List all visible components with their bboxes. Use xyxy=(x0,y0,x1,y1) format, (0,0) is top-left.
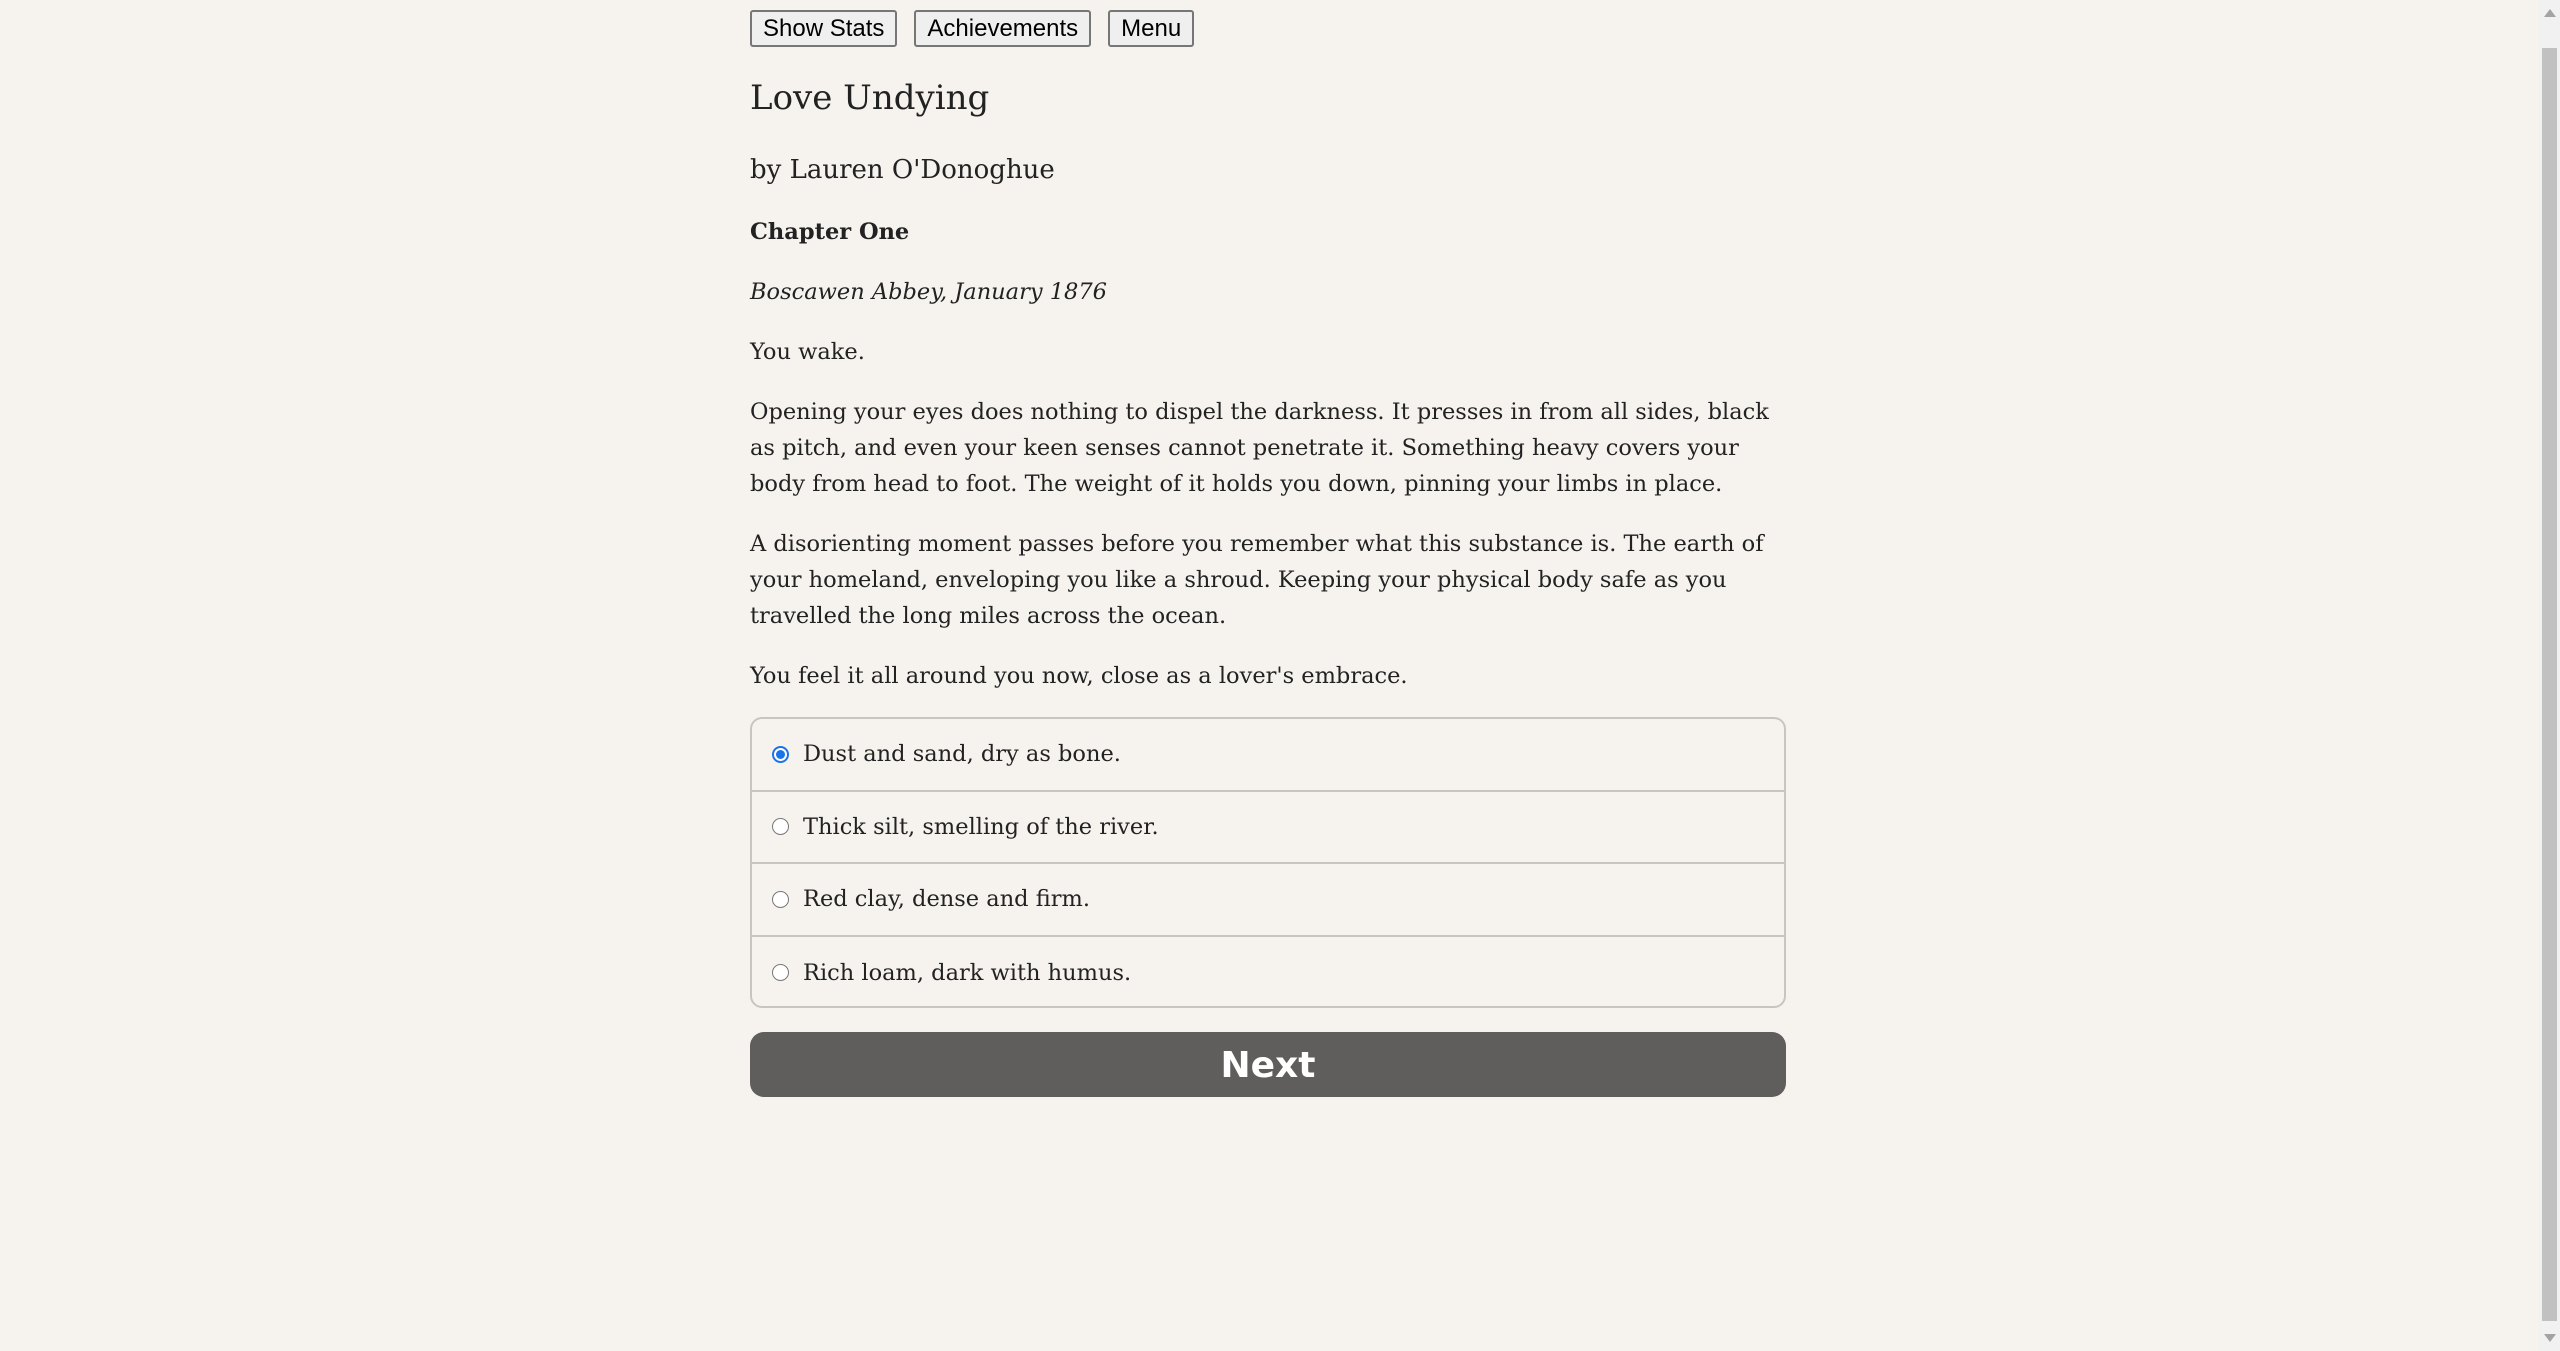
achievements-button[interactable]: Achievements xyxy=(914,10,1091,47)
radio-button[interactable] xyxy=(772,818,789,835)
story-paragraph: You feel it all around you now, close as a lover's embrace. xyxy=(750,663,1408,689)
choice-list xyxy=(750,717,1786,1008)
chapter-heading: Chapter One xyxy=(750,219,910,245)
vertical-scrollbar[interactable] xyxy=(2539,0,2560,1351)
choice-option[interactable] xyxy=(752,719,1784,792)
choice-label: Red clay, dense and firm. xyxy=(803,886,1090,913)
scroll-thumb[interactable] xyxy=(2542,48,2557,1321)
story-title: Love Undying xyxy=(750,78,990,118)
choice-label: Thick silt, smelling of the river. xyxy=(803,813,1159,840)
scroll-up-arrow-icon[interactable] xyxy=(2544,9,2556,17)
radio-button[interactable] xyxy=(772,746,789,763)
story-paragraph: A disorienting moment passes before you remember what this substance is. The earth of your homeland, enveloping you like a shroud. Keeping your physical body safe as you travelled the long miles across the ocean. xyxy=(750,531,1764,629)
story-paragraph: Opening your eyes does nothing to dispel the darkness. It presses in from all sides, black as pitch, and even your keen senses cannot penetrate it. Something heavy covers your body from head to foot. The weight of it holds you down, pinning your limbs in place. xyxy=(750,399,1769,497)
next-button[interactable]: Next xyxy=(750,1032,1786,1097)
scroll-down-arrow-icon[interactable] xyxy=(2544,1334,2556,1342)
choice-label: Dust and sand, dry as bone. xyxy=(803,741,1121,768)
radio-button[interactable] xyxy=(772,891,789,908)
choice-option[interactable] xyxy=(752,937,1784,1009)
toolbar xyxy=(750,10,1194,47)
choice-option[interactable] xyxy=(752,792,1784,865)
story-author: by Lauren O'Donoghue xyxy=(750,155,1055,185)
menu-button[interactable]: Menu xyxy=(1108,10,1194,47)
choice-option[interactable] xyxy=(752,864,1784,937)
radio-button[interactable] xyxy=(772,964,789,981)
place-date: Boscawen Abbey, January 1876 xyxy=(750,279,1107,305)
story-paragraph: You wake. xyxy=(750,339,865,365)
show-stats-button[interactable]: Show Stats xyxy=(750,10,897,47)
choice-label: Rich loam, dark with humus. xyxy=(803,959,1132,986)
